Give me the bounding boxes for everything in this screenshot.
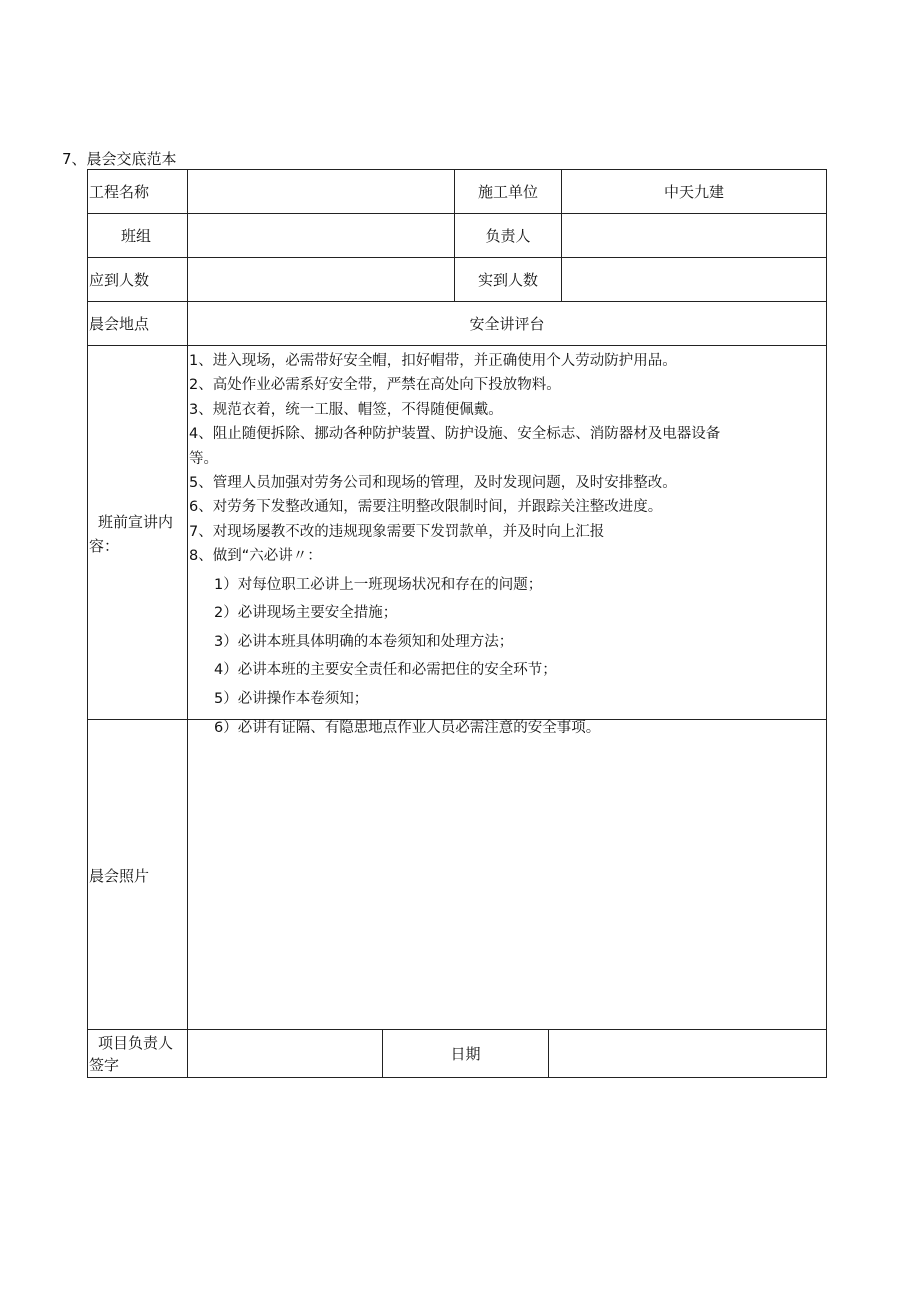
row-divider: [87, 1029, 827, 1030]
briefing-item: 5、管理人员加强对劳务公司和现场的管理，及时发现问题，及时安排整改。: [189, 475, 677, 492]
project-name-label: 工程名称: [89, 183, 150, 201]
expected-count-label: 应到人数: [89, 271, 150, 289]
briefing-label-line1: 班前宣讲内: [98, 513, 174, 531]
briefing-item: 4、阻止随便拆除、挪动各种防护装置、防护设施、安全标志、消防器材及电器设备: [189, 426, 721, 443]
briefing-item: 1、进入现场，必需带好安全帽，扣好帽带，并正确使用个人劳动防护用品。: [189, 353, 677, 369]
actual-count-label: 实到人数: [477, 271, 538, 289]
row-divider: [87, 301, 827, 302]
briefing-item: 3、规范衣着，统一工服、帽签，不得随便佩戴。: [189, 401, 503, 418]
date-label: 日期: [450, 1045, 481, 1063]
six-musts-item: 2）必讲现场主要安全措施；: [214, 605, 398, 622]
briefing-item: 6、对劳务下发整改通知，需要注明整改限制时间，并跟踪关注整改进度。: [189, 499, 663, 516]
table-border-top: [87, 169, 827, 170]
table-border-left: [87, 169, 88, 1078]
row-divider: [87, 345, 827, 346]
row-divider: [87, 213, 827, 214]
team-label: 班组: [121, 227, 152, 245]
column-divider: [187, 169, 188, 1078]
briefing-item: 7、对现场屡教不改的违规现象需要下发罚款单，并及时向上汇报: [189, 523, 605, 540]
meeting-place-label: 晨会地点: [89, 315, 150, 333]
table-border-bottom: [87, 1077, 827, 1078]
briefing-item: 等。: [189, 450, 218, 467]
row-divider: [87, 257, 827, 258]
six-musts-item: 6）必讲有证隔、有隐患地点作业人员必需注意的安全事项。: [214, 719, 601, 736]
page-heading: 7、晨会交底范本: [62, 150, 177, 168]
six-musts-item: 4）必讲本班的主要安全责任和必需把住的安全环节；: [214, 662, 557, 679]
column-divider: [548, 1029, 549, 1077]
person-in-charge-label: 负责人: [485, 227, 531, 245]
signature-label-line1: 项目负责人: [98, 1034, 174, 1052]
briefing-item: 2、高处作业必需系好安全带，严禁在高处向下投放物料。: [189, 377, 561, 394]
photo-label: 晨会照片: [89, 867, 150, 885]
construction-unit-value[interactable]: 中天九建: [663, 183, 724, 201]
construction-unit-label: 施工单位: [477, 183, 538, 201]
meeting-place-value[interactable]: 安全讲评台: [469, 315, 545, 333]
six-musts-item: 3）必讲本班具体明确的本卷须知和处理方法；: [214, 633, 514, 650]
briefing-label-line2: 容：: [89, 537, 120, 555]
briefing-item: 8、做到“六必讲〃：: [189, 548, 322, 565]
six-musts-item: 5）必讲操作本卷须知；: [214, 691, 369, 708]
briefing-content: [189, 349, 819, 736]
table-border-right: [826, 169, 827, 1078]
signature-label-line2: 签字: [89, 1056, 120, 1074]
six-musts-item: 1）对每位职工必讲上一班现场状况和存在的问题；: [214, 576, 543, 593]
